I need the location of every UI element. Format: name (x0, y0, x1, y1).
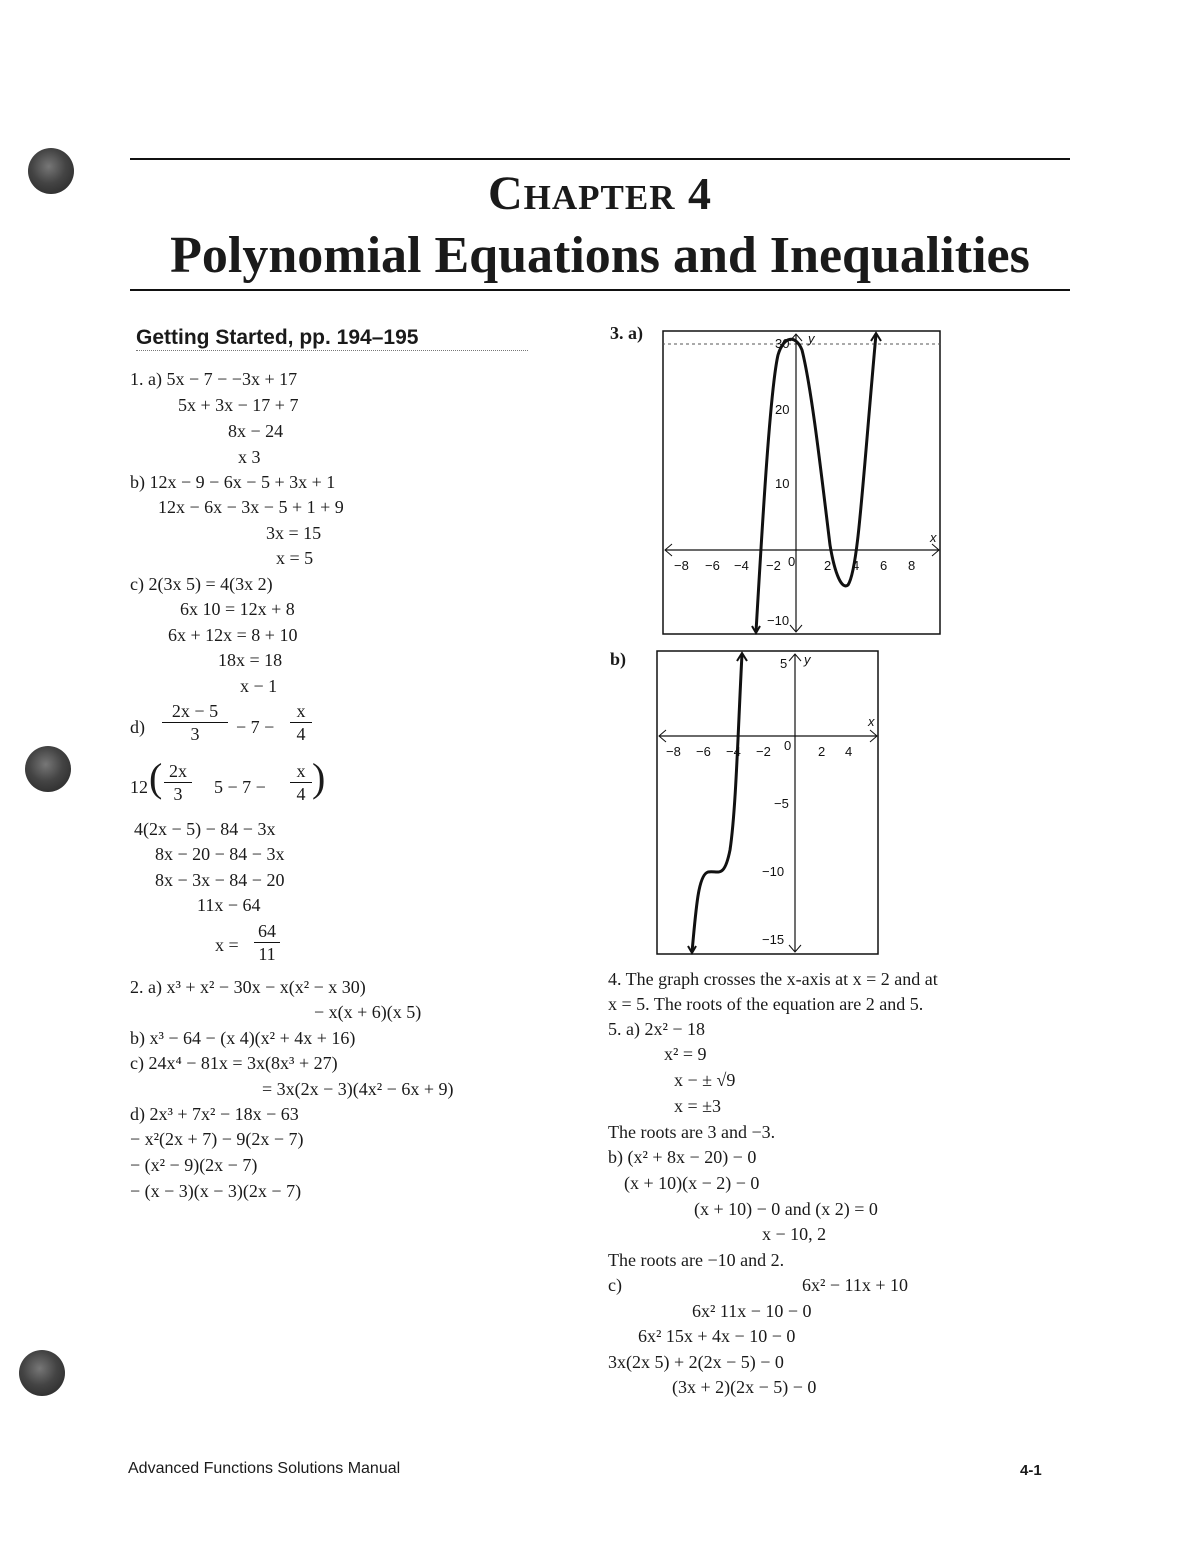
fraction: $\frac{2x}{3}$ (164, 760, 192, 805)
solution-line: d) (130, 717, 145, 737)
solution-line: x = 5. The roots of the equation are 2 and 5. (608, 994, 924, 1014)
solution-line: c) 2(3x 5) = 4(3x 2) (130, 574, 273, 594)
y-tick-label: −10 (762, 864, 785, 879)
solution-line: 8x − 3x − 84 − 20 (155, 870, 285, 890)
fraction: $\frac{x}{4}$ (290, 700, 312, 745)
solution-line: 6x² − 11x + 10 (802, 1275, 909, 1295)
solution-line: (x + 10) − 0 and (x 2) = 0 (694, 1199, 878, 1219)
solution-line: 12 (130, 777, 148, 797)
solution-line: 12x − 6x − 3x − 5 + 1 + 9 (158, 497, 344, 517)
x-tick-label: 0 (784, 738, 792, 753)
x-axis-label: x (930, 530, 937, 545)
binder-hole-middle (25, 746, 71, 792)
solution-line: x − ± √9 (674, 1070, 736, 1090)
graph-b-curve (692, 654, 742, 952)
solution-line: 6x² 11x − 10 − 0 (692, 1301, 812, 1321)
y-tick-label: −5 (774, 796, 789, 811)
solution-line: 6x 10 = 12x + 8 (180, 599, 295, 619)
solution-line: b) x³ − 64 − (x 4)(x² + 4x + 16) (130, 1028, 356, 1048)
binder-hole-top (28, 148, 74, 194)
solution-line: 4(2x − 5) − 84 − 3x (134, 819, 276, 839)
solution-line: The roots are 3 and −3. (608, 1122, 776, 1142)
x-tick-label: 4 (852, 558, 860, 573)
section-heading: Getting Started, pp. 194–195 (136, 326, 528, 351)
solution-line: b) (x² + 8x − 20) − 0 (608, 1147, 757, 1167)
x-tick-labels (674, 554, 915, 573)
x-tick-label: −8 (674, 558, 689, 573)
solution-line: x = ±3 (674, 1096, 722, 1116)
x-tick-label: 4 (845, 744, 853, 759)
fraction: $\frac{64}{11}$ (254, 920, 280, 965)
fraction: $\frac{x}{4}$ (290, 760, 312, 805)
solution-line: 3x = 15 (266, 523, 322, 543)
solution-line: 1. a) 5x − 7 − −3x + 17 (130, 369, 298, 389)
solution-line: d) 2x³ + 7x² − 18x − 63 (130, 1104, 299, 1124)
solution-line: x − 10, 2 (762, 1224, 827, 1244)
y-tick-label: 10 (775, 476, 790, 491)
solution-line: − x²(2x + 7) − 9(2x − 7) (130, 1129, 304, 1149)
x-tick-label: 2 (818, 744, 826, 759)
solution-line: 18x = 18 (218, 650, 283, 670)
solution-line: 2. a) x³ + x² − 30x − x(x² − x 30) (130, 977, 366, 997)
solution-line: x = (215, 935, 239, 955)
fraction: $\frac{2x - 5}{3}$ (162, 700, 228, 745)
solution-line: 11x − 64 (197, 895, 261, 915)
solution-line: x − 1 (240, 676, 278, 696)
page-number: 4-1 (1020, 1462, 1042, 1479)
y-tick-label: −10 (767, 613, 790, 628)
y-axis-label: y (804, 652, 811, 667)
y-tick-labels (762, 656, 792, 947)
y-axis-label: y (808, 331, 815, 346)
chapter-heading: CHAPTER 4 (487, 167, 713, 220)
solution-line: x² = 9 (664, 1044, 707, 1064)
x-tick-label: 8 (908, 558, 916, 573)
right-paren: ) (312, 755, 326, 800)
solution-line: 6x² 15x + 4x − 10 − 0 (638, 1326, 796, 1346)
header-top-rule (130, 158, 1070, 160)
solution-line: 5. a) 2x² − 18 (608, 1019, 706, 1039)
solution-line: The roots are −10 and 2. (608, 1250, 785, 1270)
solution-line: b) 12x − 9 − 6x − 5 + 3x + 1 (130, 472, 336, 492)
x-tick-label: 6 (880, 558, 888, 573)
solution-line: 5x + 3x − 17 + 7 (178, 395, 299, 415)
binder-hole-bottom (19, 1350, 65, 1396)
x-tick-label: −2 (756, 744, 771, 759)
footer-title: Advanced Functions Solutions Manual (128, 1460, 401, 1477)
x-tick-label: −6 (705, 558, 720, 573)
left-paren: ( (149, 755, 163, 800)
graph-a-curve (756, 334, 876, 632)
solution-line: − (x − 3)(x − 3)(2x − 7) (130, 1181, 302, 1201)
solution-line: 3x(2x 5) + 2(2x − 5) − 0 (608, 1352, 784, 1372)
graph-a-label: 3. a) (610, 323, 643, 343)
solution-line: x = 5 (276, 548, 314, 568)
x-tick-label: −6 (696, 744, 711, 759)
x-tick-label: 2 (824, 558, 832, 573)
x-tick-label: 0 (788, 554, 796, 569)
x-tick-label: −4 (734, 558, 749, 573)
x-tick-label: −8 (666, 744, 681, 759)
solution-line: (3x + 2)(2x − 5) − 0 (672, 1377, 817, 1397)
equation-text: − 7 − (236, 717, 275, 737)
solution-line: x 3 (238, 447, 261, 467)
x-tick-label: −2 (766, 558, 781, 573)
solution-line: c) 24x⁴ − 81x = 3x(8x³ + 27) (130, 1053, 338, 1073)
x-tick-labels (666, 738, 852, 759)
solution-line: 8x − 20 − 84 − 3x (155, 844, 285, 864)
y-tick-label: 30 (775, 336, 790, 351)
x-tick-label: −4 (726, 744, 741, 759)
graph-b-label: b) (610, 649, 627, 669)
solution-line: − (x² − 9)(2x − 7) (130, 1155, 258, 1175)
solution-line: 6x + 12x = 8 + 10 (168, 625, 298, 645)
solution-line: 8x − 24 (228, 421, 284, 441)
solution-line: = 3x(2x − 3)(4x² − 6x + 9) (262, 1079, 454, 1099)
y-tick-label: 5 (780, 656, 788, 671)
solution-line: (x + 10)(x − 2) − 0 (624, 1173, 760, 1193)
graph-a (662, 330, 942, 636)
y-tick-label: 20 (775, 402, 790, 417)
page-title: Polynomial Equations and Inequalities (170, 227, 1030, 284)
solution-line: c) (608, 1275, 622, 1295)
y-tick-label: −15 (762, 932, 785, 947)
y-tick-labels (767, 336, 789, 628)
header-bottom-rule (130, 289, 1070, 291)
x-axis-label: x (868, 714, 875, 729)
solution-line: 4. The graph crosses the x-axis at x = 2 and at (608, 969, 938, 989)
solution-line: − x(x + 6)(x 5) (314, 1002, 422, 1022)
equation-text: 5 − 7 − (214, 777, 266, 797)
graph-b (656, 650, 880, 956)
